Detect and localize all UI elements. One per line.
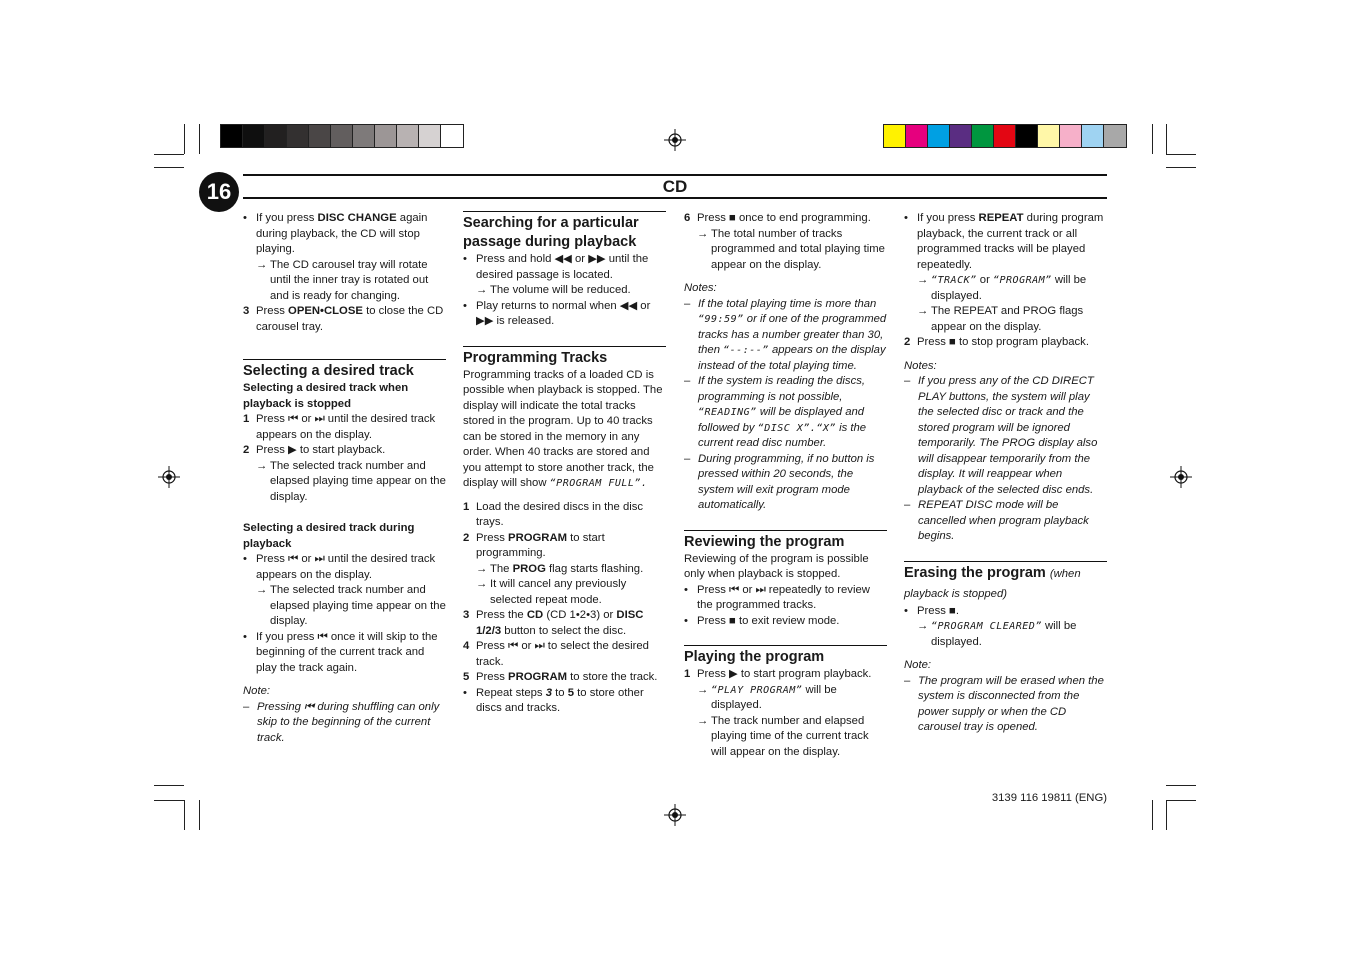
color-swatch bbox=[972, 125, 994, 147]
crop-mark bbox=[1152, 124, 1153, 154]
section-heading: Erasing the program (when playback is stopped) bbox=[904, 561, 1107, 604]
crop-mark bbox=[199, 800, 200, 830]
crop-mark bbox=[154, 800, 184, 801]
color-swatch bbox=[353, 125, 375, 147]
note-item: – During programming, if no button is pressed within 20 seconds, the system will exit program mode automatically. bbox=[684, 452, 875, 511]
section-heading: Searching for a particular passage during playback bbox=[463, 211, 666, 252]
bullet-item: • Press ⏮ or ⏭ until the desired track appears on the display. bbox=[243, 553, 436, 581]
registration-mark-icon bbox=[158, 466, 180, 488]
column-3 bbox=[684, 211, 887, 760]
result-item: → The total number of tracks programmed and total playing time appear on the display. bbox=[697, 227, 885, 271]
bullet-item: • Play returns to normal when ◀◀ or ▶▶ is released. bbox=[463, 299, 651, 327]
paragraph: Programming tracks of a loaded CD is possible when playback is stopped. The display will indicate the total tracks stored in the program. Up to 40 tracks can be stored in the memory in any order. When 40 tracks are stored and you attempt to store another track, the display will show “PROGRAM FULL”. bbox=[463, 368, 663, 489]
note-item: – If you press any of the CD DIRECT PLAY buttons, the system will play the selected disc or track and the stored program will be ignored temporarily. The PROG display also will disappear temporarily from the display. It will reappear when playback of the selected disc ends. bbox=[904, 375, 1098, 496]
crop-mark bbox=[1166, 800, 1167, 830]
step-item: 2 Press PROGRAM to start programming. bbox=[463, 531, 605, 559]
section-heading: Programming Tracks bbox=[463, 346, 666, 368]
color-swatch bbox=[331, 125, 353, 147]
column-1 bbox=[243, 211, 446, 746]
color-swatch bbox=[994, 125, 1016, 147]
result-item: → The selected track number and elapsed playing time appear on the display. bbox=[256, 459, 446, 503]
notes-label: Notes: bbox=[684, 282, 717, 294]
header-rule bbox=[243, 174, 1107, 176]
color-swatch bbox=[441, 125, 463, 147]
note-label: Note: bbox=[904, 659, 932, 671]
crop-mark bbox=[1152, 800, 1153, 830]
color-swatch bbox=[265, 125, 287, 147]
result-item: → The REPEAT and PROG flags appear on the display. bbox=[917, 305, 1084, 333]
bullet-item: • If you press DISC CHANGE again during playback, the CD will stop playing. bbox=[243, 212, 428, 255]
result-item: → The CD carousel tray will rotate until the inner tray is rotated out and is ready for changing. bbox=[256, 258, 429, 302]
result-item: → “PLAY PROGRAM” will be displayed. bbox=[697, 683, 837, 711]
crop-mark bbox=[1166, 124, 1167, 154]
section-heading: Reviewing the program bbox=[684, 530, 887, 552]
step-item: 3 Press OPEN•CLOSE to close the CD carousel tray. bbox=[243, 305, 444, 333]
header-rule bbox=[243, 197, 1107, 199]
result-item: → It will cancel any previously selected repeat mode. bbox=[476, 578, 627, 606]
crop-mark bbox=[199, 124, 200, 154]
step-item: 6 Press ■ once to end programming. bbox=[684, 212, 871, 224]
color-swatch bbox=[950, 125, 972, 147]
registration-mark-icon bbox=[664, 129, 686, 151]
crop-mark bbox=[1166, 154, 1196, 155]
subsection-heading: Selecting a desired track during playback bbox=[243, 522, 415, 550]
step-item: 2 Press ▶ to start playback. bbox=[243, 444, 386, 456]
color-swatch bbox=[1060, 125, 1082, 147]
color-swatch bbox=[906, 125, 928, 147]
document-code: 3139 116 19811 (ENG) bbox=[991, 792, 1107, 804]
result-item: → The track number and elapsed playing time of the current track will appear on the display. bbox=[697, 714, 869, 758]
paragraph: Reviewing of the program is possible only when playback is stopped. bbox=[684, 552, 869, 580]
bullet-item: • Press ■. bbox=[904, 604, 959, 617]
step-item: 4 Press ⏮ or ⏭ to select the desired track. bbox=[463, 640, 649, 668]
color-swatch bbox=[309, 125, 331, 147]
note-item: – If the system is reading the discs, programming is not possible, “READING” will be displayed and followed by “DISC X”.“X” is the current read disc number. bbox=[684, 375, 867, 449]
color-swatch bbox=[1038, 125, 1060, 147]
crop-mark bbox=[1166, 800, 1196, 801]
subsection-heading: Selecting a desired track when playback is stopped bbox=[243, 382, 409, 410]
notes-label: Notes: bbox=[904, 359, 937, 372]
note-item: – The program will be erased when the system is disconnected from the power supply or when the CD carousel tray is opened. bbox=[904, 674, 1104, 733]
color-swatch bbox=[1104, 125, 1126, 147]
result-item: → The volume will be reduced. bbox=[476, 284, 631, 296]
color-swatch bbox=[375, 125, 397, 147]
page-number-badge: 16 bbox=[199, 172, 239, 212]
note-item: – If the total playing time is more than “99:59” or if one of the programmed tracks has a number greater than 30, then “--:--” appears on the display instead of the total playing time. bbox=[684, 297, 887, 372]
bullet-item: • Press ■ to exit review mode. bbox=[684, 614, 840, 627]
step-item: 3 Press the CD (CD 1•2•3) or DISC 1/2/3 button to select the disc. bbox=[463, 609, 644, 637]
grayscale-color-bar bbox=[220, 124, 464, 148]
crop-mark bbox=[154, 154, 184, 155]
step-item: 1 Press ▶ to start program playback. bbox=[684, 668, 872, 680]
bullet-item: • If you press REPEAT during program playback, the current track or all programmed tracks will be played repeatedly. bbox=[904, 212, 1104, 271]
column-2 bbox=[463, 211, 666, 717]
result-item: → The PROG flag starts flashing. bbox=[476, 562, 644, 575]
registration-mark-icon bbox=[1170, 466, 1192, 488]
bullet-item: • If you press ⏮ once it will skip to the beginning of the current track and play the track again. bbox=[243, 630, 438, 674]
color-swatch bbox=[1082, 125, 1104, 147]
section-heading: Playing the program bbox=[684, 645, 887, 667]
crop-mark bbox=[1166, 785, 1196, 786]
crop-mark bbox=[154, 167, 184, 168]
result-item: → “PROGRAM CLEARED” will be displayed. bbox=[917, 620, 1077, 648]
color-swatch bbox=[243, 125, 265, 147]
process-color-bar bbox=[883, 124, 1127, 148]
result-item: → “TRACK” or “PROGRAM” will be displayed. bbox=[917, 274, 1087, 302]
color-swatch bbox=[419, 125, 441, 147]
step-item: 1 Press ⏮ or ⏭ until the desired track appears on the display. bbox=[243, 413, 436, 441]
color-swatch bbox=[884, 125, 906, 147]
crop-mark bbox=[184, 800, 185, 830]
registration-mark-icon bbox=[664, 804, 686, 826]
color-swatch bbox=[397, 125, 419, 147]
crop-mark bbox=[1166, 167, 1196, 168]
section-title: CD bbox=[662, 177, 688, 196]
result-item: → The selected track number and elapsed playing time appear on the display. bbox=[256, 584, 446, 627]
color-swatch bbox=[221, 125, 243, 147]
note-item: – Pressing ⏮ during shuffling can only skip to the beginning of the current track. bbox=[243, 700, 440, 744]
crop-mark bbox=[184, 124, 185, 154]
step-item: 2 Press ■ to stop program playback. bbox=[904, 336, 1089, 348]
bullet-item: • Press and hold ◀◀ or ▶▶ until the desired passage is located. bbox=[463, 253, 649, 281]
bullet-item: • Repeat steps 3 to 5 to store other discs and tracks. bbox=[463, 686, 644, 714]
section-heading: Selecting a desired track bbox=[243, 359, 446, 381]
note-item: – REPEAT DISC mode will be cancelled when program playback begins. bbox=[904, 499, 1089, 542]
color-swatch bbox=[1016, 125, 1038, 147]
step-item: 5 Press PROGRAM to store the track. bbox=[463, 671, 658, 683]
crop-mark bbox=[154, 785, 184, 786]
color-swatch bbox=[928, 125, 950, 147]
column-4 bbox=[904, 211, 1107, 736]
note-label: Note: bbox=[243, 685, 271, 697]
step-item: 1 Load the desired discs in the disc trays. bbox=[463, 500, 644, 528]
bullet-item: • Press ⏮ or ⏭ repeatedly to review the programmed tracks. bbox=[684, 583, 870, 611]
color-swatch bbox=[287, 125, 309, 147]
